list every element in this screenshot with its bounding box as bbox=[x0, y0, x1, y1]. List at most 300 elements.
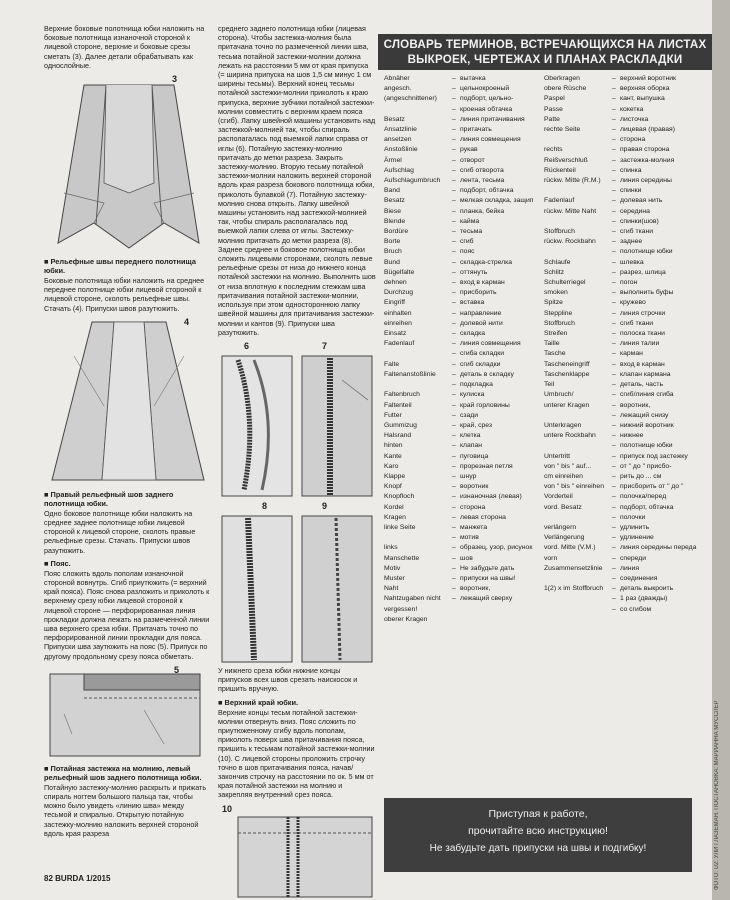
russian-term: воротник bbox=[460, 483, 489, 491]
russian-term: удлинить bbox=[620, 523, 650, 531]
german-term: Kordel bbox=[384, 503, 404, 511]
separator: – bbox=[612, 268, 616, 276]
glossary-row bbox=[384, 298, 544, 308]
glossary-row bbox=[384, 227, 544, 237]
separator: – bbox=[612, 228, 616, 236]
glossary-row bbox=[384, 166, 544, 176]
separator: – bbox=[452, 360, 456, 368]
separator: – bbox=[452, 75, 456, 82]
german-term: rechts bbox=[544, 146, 563, 154]
section-title: ■ Рельефные швы переднего полотнища юбки. bbox=[44, 257, 196, 276]
russian-term: линия совмещения bbox=[460, 340, 521, 348]
glossary-row bbox=[544, 278, 704, 288]
german-term: Schlitz bbox=[544, 268, 565, 276]
german-term: Besatz bbox=[384, 115, 405, 123]
german-term: Bügelfalte bbox=[384, 268, 415, 276]
russian-term: припуск под застежку bbox=[620, 452, 688, 460]
german-term: Naht bbox=[384, 585, 399, 593]
russian-term: сгиб ткани bbox=[620, 319, 654, 327]
russian-term: линия bbox=[620, 564, 639, 572]
glossary-row bbox=[544, 319, 704, 329]
glossary-row bbox=[384, 584, 544, 594]
russian-term: линия притачивания bbox=[460, 115, 525, 123]
glossary-row bbox=[544, 74, 704, 84]
separator: – bbox=[452, 452, 456, 460]
separator: – bbox=[612, 340, 616, 348]
separator: – bbox=[612, 595, 616, 603]
glossary-row bbox=[544, 349, 704, 359]
separator: – bbox=[612, 330, 616, 338]
german-term: Verlängerung bbox=[544, 534, 585, 542]
russian-term: изнаночная (левая) bbox=[460, 493, 522, 501]
russian-term: листочка bbox=[620, 115, 649, 123]
german-term: Nahtzugaben nicht bbox=[384, 595, 441, 603]
separator: – bbox=[452, 370, 456, 378]
german-term: Streifen bbox=[544, 330, 568, 338]
russian-term: спинка bbox=[620, 166, 642, 174]
russian-term: сгиб/линия сгиба bbox=[620, 391, 674, 399]
german-term: Karo bbox=[384, 462, 399, 470]
separator: – bbox=[452, 411, 456, 419]
german-term: Schlaufe bbox=[544, 258, 571, 266]
glossary-row bbox=[384, 605, 544, 615]
separator: – bbox=[612, 421, 616, 429]
german-term: Abnäher bbox=[384, 75, 410, 82]
german-term: Einsatz bbox=[384, 330, 407, 338]
german-term: vergessen! bbox=[384, 605, 418, 613]
glossary-row bbox=[544, 186, 704, 196]
glossary-row bbox=[384, 217, 544, 227]
german-term: Knopfloch bbox=[384, 493, 415, 501]
callout-line-3: Не забудьте дать припуски на швы и подгибку! bbox=[429, 843, 647, 854]
german-term bbox=[384, 105, 452, 115]
separator: – bbox=[612, 309, 616, 317]
figure-number: 9 bbox=[322, 500, 328, 511]
glossary-row bbox=[384, 135, 544, 145]
russian-term: лицевая (правая) bbox=[620, 126, 676, 134]
german-term: Bund bbox=[384, 258, 400, 266]
glossary-row bbox=[544, 543, 704, 553]
glossary-row bbox=[544, 227, 704, 237]
german-term: Passe bbox=[544, 105, 563, 113]
glossary-heading bbox=[378, 34, 712, 70]
russian-term: линия совмещения bbox=[460, 136, 521, 144]
german-term: cm einreihen bbox=[544, 472, 583, 480]
russian-term: отворот bbox=[460, 156, 485, 164]
separator: – bbox=[612, 554, 616, 562]
glossary-row bbox=[544, 135, 704, 145]
figure-3 bbox=[44, 73, 212, 253]
glossary-row bbox=[544, 268, 704, 278]
german-term: obere Rüsche bbox=[544, 85, 587, 93]
russian-term: вход в карман bbox=[460, 279, 505, 287]
german-term: Borte bbox=[384, 238, 401, 246]
german-term: Steppline bbox=[544, 309, 573, 317]
glossary-row bbox=[384, 105, 544, 115]
separator: – bbox=[452, 534, 456, 542]
separator: – bbox=[452, 85, 456, 93]
separator: – bbox=[612, 523, 616, 531]
glossary-row bbox=[384, 258, 544, 268]
separator: – bbox=[452, 268, 456, 276]
separator: – bbox=[452, 248, 456, 256]
page-number: 82 bbox=[44, 874, 53, 883]
separator: – bbox=[452, 585, 456, 593]
german-term: Faltenbruch bbox=[384, 391, 420, 399]
separator: – bbox=[612, 472, 616, 480]
glossary-row bbox=[544, 176, 704, 186]
german-term: Manschette bbox=[384, 554, 420, 562]
german-term: Fadenlauf bbox=[384, 340, 415, 348]
german-term: Anstoßlinie bbox=[384, 146, 418, 154]
german-term: Taschenklappe bbox=[544, 370, 590, 378]
russian-term: шнур bbox=[460, 472, 477, 480]
glossary-row bbox=[544, 105, 704, 115]
german-term: Fadenlauf bbox=[544, 197, 575, 205]
separator: – bbox=[452, 421, 456, 429]
german-term: verlängern bbox=[544, 523, 577, 531]
russian-term: линия талии bbox=[620, 340, 660, 348]
russian-term: сгиб bbox=[460, 238, 474, 246]
russian-term: пуговица bbox=[460, 452, 489, 460]
glossary-row bbox=[384, 207, 544, 217]
russian-term: подборт, обтачка bbox=[460, 187, 514, 195]
german-term bbox=[544, 135, 612, 145]
glossary-row bbox=[384, 319, 544, 329]
glossary-row bbox=[384, 247, 544, 257]
zipper-drawings-6-7 bbox=[218, 340, 376, 500]
german-term: angesch. bbox=[384, 85, 412, 93]
separator: – bbox=[612, 289, 616, 297]
russian-term: вставка bbox=[460, 299, 485, 307]
separator: – bbox=[452, 166, 456, 174]
separator: – bbox=[612, 503, 616, 511]
separator: – bbox=[612, 493, 616, 501]
separator: – bbox=[612, 574, 616, 582]
glossary-row bbox=[384, 237, 544, 247]
separator: – bbox=[452, 319, 456, 327]
russian-term: притачать bbox=[460, 126, 492, 134]
german-term: Umbruch/ bbox=[544, 391, 574, 399]
glossary-row bbox=[544, 309, 704, 319]
russian-term: левая сторона bbox=[460, 513, 506, 521]
glossary-row bbox=[544, 401, 704, 411]
german-term: Stoffbruch bbox=[544, 228, 575, 236]
glossary-row bbox=[544, 237, 704, 247]
glossary-row bbox=[384, 482, 544, 492]
separator: – bbox=[452, 432, 456, 440]
separator: – bbox=[612, 544, 616, 552]
glossary-row bbox=[384, 431, 544, 441]
russian-term: линия середины bbox=[620, 177, 672, 185]
glossary-row bbox=[544, 217, 704, 227]
russian-term: деталь, часть bbox=[620, 381, 663, 389]
russian-term: складка bbox=[460, 330, 486, 338]
glossary-row bbox=[384, 574, 544, 584]
glossary-row bbox=[544, 574, 704, 584]
glossary-row bbox=[384, 503, 544, 513]
separator: – bbox=[452, 279, 456, 287]
glossary-row bbox=[544, 288, 704, 298]
german-term: Besatz bbox=[384, 197, 405, 205]
separator: – bbox=[612, 177, 616, 185]
german-term: rückw. Mitte (R.M.) bbox=[544, 177, 601, 185]
glossary-row bbox=[544, 207, 704, 217]
separator: – bbox=[612, 370, 616, 378]
russian-term: полоска ткани bbox=[620, 330, 665, 338]
separator: – bbox=[612, 442, 616, 450]
glossary-row bbox=[384, 196, 544, 206]
glossary-row bbox=[544, 411, 704, 421]
glossary-row bbox=[384, 84, 544, 94]
german-term: Klappe bbox=[384, 472, 406, 480]
german-term: oberer Kragen bbox=[384, 615, 428, 623]
german-term: Ärmel bbox=[384, 156, 402, 164]
german-term: vorn bbox=[544, 554, 558, 562]
german-term: Stoffbruch bbox=[544, 319, 575, 327]
separator: – bbox=[452, 197, 456, 205]
figure-number: 7 bbox=[322, 340, 328, 351]
glossary-row bbox=[544, 421, 704, 431]
glossary-row bbox=[544, 431, 704, 441]
glossary-row bbox=[384, 472, 544, 482]
separator: – bbox=[452, 340, 456, 348]
glossary-row bbox=[544, 441, 704, 451]
separator: – bbox=[612, 432, 616, 440]
german-term: smoken bbox=[544, 289, 568, 297]
russian-term: клапан кармана bbox=[620, 370, 671, 378]
russian-term: лежащий сверху bbox=[460, 595, 513, 603]
glossary-row bbox=[384, 411, 544, 421]
russian-term: нижний воротник bbox=[620, 421, 674, 429]
separator: – bbox=[612, 299, 616, 307]
russian-term: деталь в складку bbox=[460, 370, 514, 378]
russian-term: цельнокроеный bbox=[460, 85, 510, 93]
glossary-row bbox=[544, 166, 704, 176]
russian-term: разрез, шлица bbox=[620, 268, 666, 276]
instruction-callout bbox=[384, 798, 692, 872]
russian-term: планка, бейка bbox=[460, 207, 505, 215]
glossary-row bbox=[544, 523, 704, 533]
russian-term: припуски на швы! bbox=[460, 574, 516, 582]
russian-term: подкладка bbox=[460, 381, 493, 389]
callout-line-2: прочитайте всю инструкцию! bbox=[468, 825, 608, 837]
russian-term: от " до " присбо- bbox=[620, 462, 672, 470]
russian-term: линия середины переда bbox=[620, 544, 697, 552]
section-text: Пояс сложить вдоль пополам изнаночной стороной вовнутрь. Сгиб приутюжить (= верхний край пояса). Пояс снова разложить и приколоть к верхнему срезу юбки лицевой стороной к лицевой стороне — перфорированная линия прокладки должна лежать на размеченной линии шва верхнего среза юбки. Притачать точно по перфорированной линии прокладки для пояса. Припуски шва заутюжить на пояс (5). Припуск по другому продольному срезу пояса обметать. bbox=[44, 568, 210, 661]
glossary-row bbox=[544, 472, 704, 482]
russian-term: мотив bbox=[460, 534, 479, 542]
separator: – bbox=[452, 350, 456, 358]
russian-term: кокетка bbox=[620, 105, 644, 113]
separator: – bbox=[612, 381, 616, 389]
glossary-row bbox=[544, 380, 704, 390]
separator: – bbox=[612, 136, 616, 144]
separator: – bbox=[452, 503, 456, 511]
glossary-row bbox=[384, 492, 544, 502]
russian-term: вытачка bbox=[460, 75, 486, 82]
separator: – bbox=[452, 595, 456, 603]
russian-term: сгиба складки bbox=[460, 350, 505, 358]
separator: – bbox=[452, 462, 456, 470]
separator: – bbox=[612, 534, 616, 542]
glossary-row bbox=[384, 360, 544, 370]
german-term: Ansatzlinie bbox=[384, 126, 417, 134]
glossary-row bbox=[544, 258, 704, 268]
german-term: von " bis " auf... bbox=[544, 462, 592, 470]
separator: – bbox=[452, 493, 456, 501]
glossary-row bbox=[544, 533, 704, 543]
magazine-brand: BURDA bbox=[55, 874, 84, 883]
zipper-drawings-8-9 bbox=[218, 500, 376, 666]
separator: – bbox=[612, 217, 616, 225]
glossary-row bbox=[544, 115, 704, 125]
german-term: Reißverschluß bbox=[544, 156, 588, 164]
german-term: vord. Mitte (V.M.) bbox=[544, 544, 596, 552]
russian-term: верхняя оборка bbox=[620, 85, 670, 93]
german-term: Vorderteil bbox=[544, 493, 573, 501]
russian-term: со сгибом bbox=[620, 605, 652, 613]
german-term: 1(2) x im Stoffbruch bbox=[544, 585, 604, 593]
separator: – bbox=[612, 166, 616, 174]
separator: – bbox=[452, 381, 456, 389]
separator: – bbox=[612, 350, 616, 358]
german-term bbox=[544, 574, 612, 584]
german-term: Untertritt bbox=[544, 452, 571, 460]
intro-text: Верхние боковые полотнища юбки наложить на боковые полотнища изнаночной стороной к лицевой стороне, верхние и боковые срезы сметать (3). Далее детали обрабатывать как однослойные. bbox=[44, 24, 205, 70]
separator: – bbox=[452, 156, 456, 164]
separator: – bbox=[452, 228, 456, 236]
russian-term: край горловины bbox=[460, 401, 510, 409]
russian-term: лежащий снизу bbox=[620, 411, 669, 419]
russian-term: рить до ... см bbox=[620, 472, 662, 480]
german-term: Kragen bbox=[384, 513, 406, 521]
figure-number: 5 bbox=[174, 664, 180, 675]
glossary-row bbox=[384, 554, 544, 564]
russian-term: клетка bbox=[460, 432, 481, 440]
separator: – bbox=[612, 319, 616, 327]
separator: – bbox=[612, 564, 616, 572]
german-term: Muster bbox=[384, 574, 405, 582]
german-term: unterer Kragen bbox=[544, 401, 590, 409]
russian-term bbox=[460, 615, 544, 625]
separator: – bbox=[452, 574, 456, 582]
separator: – bbox=[612, 483, 616, 491]
separator: – bbox=[452, 513, 456, 521]
russian-term: шлевка bbox=[620, 258, 644, 266]
russian-term: долевой нити bbox=[460, 319, 503, 327]
russian-term: долевая нить bbox=[620, 197, 663, 205]
glossary-row bbox=[544, 84, 704, 94]
glossary-row bbox=[544, 564, 704, 574]
russian-term: кант, выпушка bbox=[620, 95, 665, 103]
german-term: Aufschlagumbruch bbox=[384, 177, 441, 185]
separator: – bbox=[452, 95, 456, 103]
german-term bbox=[544, 441, 612, 451]
separator bbox=[452, 615, 460, 625]
german-term bbox=[384, 349, 452, 359]
separator: – bbox=[612, 411, 616, 419]
separator: – bbox=[452, 217, 456, 225]
glossary-row bbox=[384, 594, 544, 604]
glossary-row bbox=[544, 462, 704, 472]
german-term: Aufschlag bbox=[384, 166, 414, 174]
separator: – bbox=[612, 452, 616, 460]
glossary-row bbox=[544, 503, 704, 513]
separator: – bbox=[452, 105, 456, 113]
glossary-row bbox=[384, 115, 544, 125]
german-term: vord. Besatz bbox=[544, 503, 582, 511]
section-title: ■ Потайная застежка на молнию, левый рельефный шов заднего полотнища юбки. bbox=[44, 763, 202, 782]
german-term: Paspel bbox=[544, 95, 565, 103]
russian-term: воротник, bbox=[620, 401, 651, 409]
german-term: Durchzug bbox=[384, 289, 414, 297]
german-term: Tascheneingriff bbox=[544, 360, 590, 368]
glossary-row bbox=[384, 176, 544, 186]
separator: – bbox=[612, 401, 616, 409]
russian-term: спинки(шов) bbox=[620, 217, 659, 225]
figure-10 bbox=[218, 803, 376, 899]
glossary-row bbox=[544, 492, 704, 502]
russian-term: тесьма bbox=[460, 228, 483, 236]
german-term: Biese bbox=[384, 207, 402, 215]
separator: – bbox=[452, 289, 456, 297]
german-term: untere Rockbahn bbox=[544, 432, 596, 440]
figures-6-7 bbox=[218, 340, 376, 500]
callout-line-1: Приступая к работе, bbox=[488, 808, 588, 820]
russian-term: застежка-молния bbox=[620, 156, 675, 164]
separator: – bbox=[452, 483, 456, 491]
german-term: Taille bbox=[544, 340, 560, 348]
separator: – bbox=[452, 544, 456, 552]
russian-term: складка-стрелка bbox=[460, 258, 513, 266]
section-title: ■ Верхний край юбки. bbox=[218, 697, 299, 707]
german-term bbox=[544, 247, 612, 257]
separator: – bbox=[612, 197, 616, 205]
figure-number: 10 bbox=[222, 803, 233, 814]
german-term bbox=[544, 186, 612, 196]
russian-term: клапан bbox=[460, 442, 483, 450]
separator: – bbox=[612, 462, 616, 470]
glossary-row bbox=[384, 390, 544, 400]
glossary-row bbox=[384, 543, 544, 553]
russian-term: нижнее bbox=[620, 432, 644, 440]
separator bbox=[452, 605, 460, 615]
glossary-row bbox=[384, 94, 544, 104]
german-term: Knopf bbox=[384, 483, 402, 491]
russian-term: подборт, цельно- bbox=[460, 95, 514, 103]
glossary-row bbox=[384, 309, 544, 319]
german-term: Zusammensetzlinie bbox=[544, 564, 603, 572]
glossary-row bbox=[384, 564, 544, 574]
russian-term: направление bbox=[460, 309, 502, 317]
glossary-row bbox=[384, 615, 544, 625]
glossary-row bbox=[544, 584, 704, 594]
russian-term: погон bbox=[620, 279, 638, 287]
separator: – bbox=[612, 360, 616, 368]
separator: – bbox=[612, 605, 616, 613]
section-text: Потайную застежку-молнию раскрыть и прижать спираль ногтем большого пальца так, чтобы можно было увидеть «линию шва» между тесьмой и спиралью. Открытую потайную застежку-молнию наложить верхней стороной вдоль края разреза bbox=[44, 782, 207, 838]
german-term: Teil bbox=[544, 381, 555, 389]
separator: – bbox=[612, 105, 616, 113]
separator: – bbox=[452, 238, 456, 246]
german-term: Spitze bbox=[544, 299, 563, 307]
separator: – bbox=[452, 554, 456, 562]
russian-term: выполнить буфы bbox=[620, 289, 674, 297]
separator: – bbox=[612, 585, 616, 593]
separator: – bbox=[612, 85, 616, 93]
glossary-row bbox=[384, 278, 544, 288]
